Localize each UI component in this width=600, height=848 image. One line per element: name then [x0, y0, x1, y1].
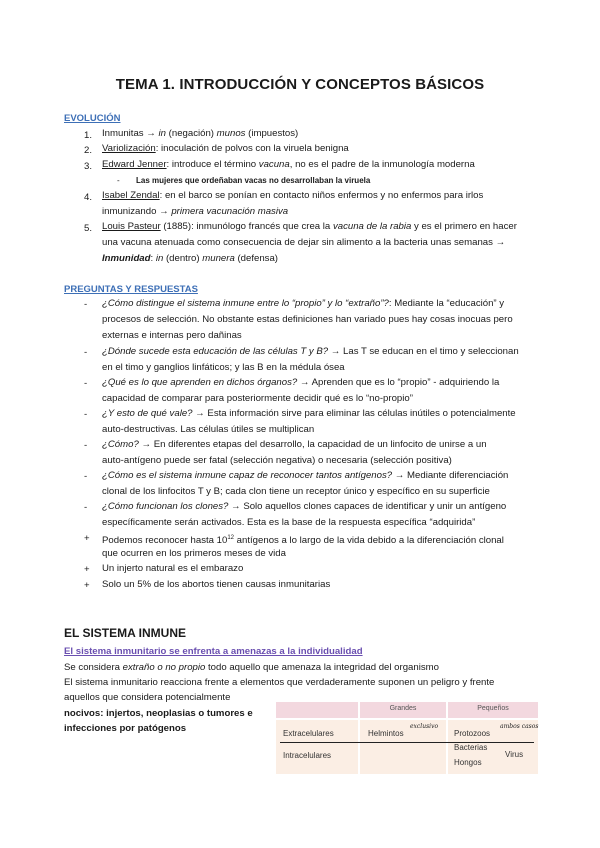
list-item: Isabel Zendal: en el barco se ponían en contacto niños enfermos y no enfermos para irlos: [102, 190, 484, 201]
page-title: TEMA 1. INTRODUCCIÓN Y CONCEPTOS BÁSICOS: [115, 76, 485, 93]
cell-protozoos: Protozoos: [454, 729, 491, 738]
subheading: El sistema inmunitario se enfrenta a amenazas a la individualidad: [64, 646, 363, 657]
list-item: Inmunitas → in (negación) munos (impuestos): [102, 128, 299, 139]
list-number: 4.: [84, 192, 93, 203]
cell-hongos: Hongos: [454, 758, 482, 767]
pathogen-table: [276, 702, 538, 774]
section-heading-sistema: EL SISTEMA INMUNE: [64, 626, 187, 640]
table-header-pequenos: Pequeños: [448, 702, 538, 718]
list-number: 3.: [84, 161, 93, 172]
plus-item: Un injerto natural es el embarazo: [102, 563, 244, 574]
paragraph: El sistema inmunitario reacciona frente a elementos que verdaderamente suponen un peligro y frente: [64, 677, 495, 688]
handwritten-note: ambos casos: [500, 723, 539, 730]
dash-bullet: -: [84, 502, 88, 513]
dash-bullet: -: [84, 409, 88, 420]
cell-virus: Virus: [505, 750, 524, 759]
qa-continuation: clonal de los linfocitos T y B; cada clon tiene un receptor único y específico en su superficie: [102, 486, 490, 497]
plus-bullet: +: [84, 533, 90, 544]
list-number: 2.: [84, 145, 93, 156]
list-item-continuation: una vacuna atenuada como consecuencia de dejar sin alimento a la bacteria unas semanas →: [102, 237, 506, 248]
list-item: Edward Jenner: introduce el término vacuna, no es el padre de la inmunología moderna: [102, 159, 475, 170]
list-item: Louis Pasteur (1885): inmunólogo francés que crea la vacuna de la rabia y es el primero en hacer: [102, 221, 517, 232]
qa-item: ¿Y esto de qué vale? → Esta información sirve para eliminar las células inútiles o potencialmente: [102, 408, 516, 419]
list-item: Variolización: inoculación de polvos con la viruela benigna: [102, 143, 349, 154]
sub-bullet: -: [117, 176, 120, 185]
paragraph: Se considera extraño o no propio todo aquello que amenaza la integridad del organismo: [64, 662, 439, 673]
table-header-grandes: Grandes: [360, 702, 446, 718]
qa-continuation: procesos de selección. No obstante estas definiciones han variado pues hay cosas inocuas pero: [102, 314, 513, 325]
plus-continuation: que ocurren en los primeros meses de vida: [102, 548, 286, 559]
qa-item: ¿Qué es lo que aprenden en dichos órganos? → Aprenden que es lo “propio” - adquiriendo la: [102, 377, 500, 388]
section-heading-preguntas: PREGUNTAS Y RESPUESTAS: [64, 284, 198, 295]
qa-continuation: auto-destructivas. Las células útiles se multiplican: [102, 424, 315, 435]
paragraph: aquellos que considera potencialmente: [64, 692, 231, 703]
row-label-extracelulares: Extracelulares: [283, 729, 334, 738]
paragraph-bold: nocivos: injertos, neoplasias o tumores e: [64, 708, 253, 719]
qa-item: ¿Cómo? → En diferentes etapas del desarrollo, la capacidad de un linfocito de unirse a un: [102, 439, 487, 450]
qa-continuation: auto-antígeno puede ser fatal (selección negativa) o necesaria (selección positiva): [102, 455, 452, 466]
qa-item: ¿Cómo es el sistema inmune capaz de reconocer tantos antígenos? → Mediante diferenciación: [102, 470, 509, 481]
cell-bacterias: Bacterias: [454, 743, 488, 752]
qa-continuation: capacidad de comparar para posteriormente decidir qué es lo “no-propio”: [102, 393, 413, 404]
plus-item: Podemos reconocer hasta $10^{12}$ antígenos a lo largo de la vida debido a la diferenciación clonal: [102, 535, 504, 547]
sub-list-item: Las mujeres que ordeñaban vacas no desarrollaban la viruela: [136, 176, 371, 185]
plus-item: Solo un 5% de los abortos tienen causas inmunitarias: [102, 579, 331, 590]
qa-continuation: en el timo y ganglios linfáticos; y las B en la médula ósea: [102, 362, 345, 373]
dash-bullet: -: [84, 440, 88, 451]
row-label-intracelulares: Intracelulares: [283, 751, 332, 760]
dash-bullet: -: [84, 471, 88, 482]
qa-continuation: específicamente serán activados. Esta es la base de la respuesta específica “adquirida”: [102, 517, 476, 528]
qa-continuation: externas e internas pero dañinas: [102, 330, 242, 341]
plus-bullet: +: [84, 564, 90, 575]
list-item-continuation: Inmunidad: in (dentro) munera (defensa): [102, 253, 278, 264]
plus-bullet: +: [84, 580, 90, 591]
table-header-empty: [276, 702, 358, 718]
qa-item: ¿Cómo distingue el sistema inmune entre lo “propio” y lo “extraño”?: Mediante la “educación” y: [102, 298, 505, 309]
paragraph-bold: infecciones por patógenos: [64, 723, 187, 734]
qa-item: ¿Dónde sucede esta educación de las células T y B? → Las T se educan en el timo y seleccionan: [102, 346, 519, 357]
section-heading-evolucion: EVOLUCIÓN: [64, 113, 121, 124]
list-number: 5.: [84, 223, 93, 234]
cell-helmintos: Helmintos: [368, 729, 404, 738]
qa-item: ¿Cómo funcionan los clones? → Solo aquellos clones capaces de identificar y unir un antígeno: [102, 501, 507, 512]
dash-bullet: -: [84, 378, 88, 389]
dash-bullet: -: [84, 299, 88, 310]
handwritten-note: exclusivo: [410, 723, 439, 730]
list-item-continuation: inmunizando → primera vacunación masiva: [102, 206, 289, 217]
dash-bullet: -: [84, 347, 88, 358]
list-number: 1.: [84, 130, 93, 141]
table-divider: [280, 742, 534, 743]
